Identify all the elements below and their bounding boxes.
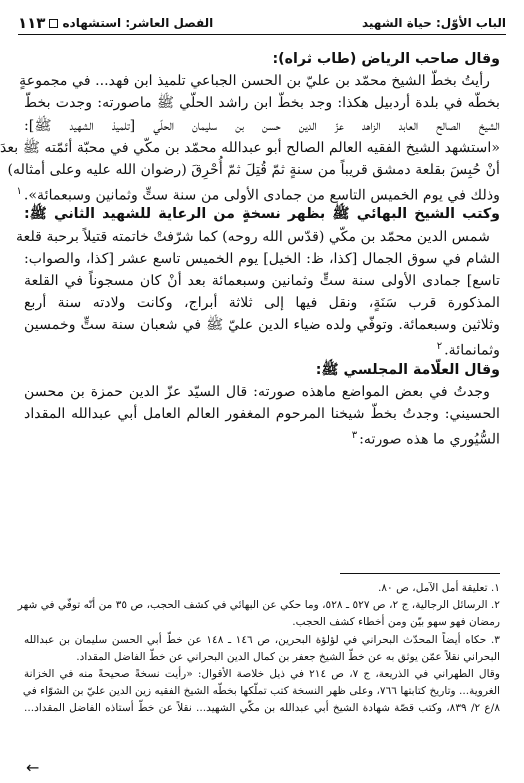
text-line: رأيتُ بخطّ الشيخ محمّد بن عليّ بن الحسن الجباعي تلميذ ابن فهد... في مجموعةٍ (19, 73, 490, 90)
paragraph-heading: وكتب الشيخ البهائي ﷺ بظهر نسخةٍ من الرعاية للشهيد الثاني ﷺ: (24, 206, 500, 223)
footnote-line: وقال الطهراني في الذريعة، ج ٧، ص ٢١٤ في ذيل خلاصة الأقوال: «رأيت نسخةً صحيحةً منه في الخزانة (24, 667, 500, 680)
continue-arrow-icon: ← (26, 758, 40, 777)
text-line: وثلاثين وسبعمائة. وتوفّي ولده ضياء الدين عليّ ﷺ في شعبان سنة ستٍّ وخمسين (24, 317, 500, 334)
footnote-ref: ١ (16, 186, 22, 198)
page-number: ١١٣ (18, 14, 46, 32)
text-line (24, 336, 500, 358)
text-line: أنْ حُبِسَ بقلعة دمشق قريباً من سنةٍ ثمّ قُتِلَ ثمّ أُحْرِقَ (رضوان الله عليه وعلى أمثاله) (7, 161, 500, 178)
footnote-line: ٢. الرسائل الرجالية، ج ٢، ص ٥٢٧ ـ ٥٢٨، وما حكي عن البهائي في كشف الحجب، ص ٣٥ من أنّه توفّي في شهر (17, 599, 500, 612)
footnotes (17, 580, 501, 718)
footnote-line: ٨/ع ٢/ ٨٣٩، وكتب قصّة شهادة الشيخ أبي عبدالله بن مكّي الشهيد... نقلاً عن خطّ أستاذه الفاضل المقداد... (24, 702, 501, 715)
footnote-line: ١. تعليقة أمل الآمل، ص ٨٠. (377, 582, 500, 594)
section-title: الفصل العاشر: استشهاده (62, 16, 214, 30)
footnote-line: الغروية... وتاريخ كتابتها ٧٦٦، وعلى ظهر النسخة كتب تملّكها بخطّه الشيخ الفقيه زين الدين عليّ بن الشوّاء في (22, 685, 500, 698)
text-line: المذكورة قرب سَنَةٍ، ونقل فيها إلى ثلاثة أبراج، وكانت ولادته سنة أربع (24, 295, 500, 312)
text-line: الشام في سوق الجمال [كذا، ظ: الخيل] يوم الخميس تاسع عشر [كذا، والصواب: (24, 250, 500, 267)
text-line: «استشهد الشيخ الفقيه العالم الصالح أبو عبدالله محمّد بن مكّي في محبّة أئمّته ﷺ بعدَ (0, 139, 500, 156)
running-header (18, 14, 506, 32)
header-rule (18, 34, 506, 35)
footnote-ref: ٣ (351, 430, 358, 442)
section-and-page (18, 14, 213, 32)
footnote-line: البحراني نقلاً عمّن يوثق به عن خطّ الشيخ جعفر بن كمال الدين البحراني عن خطّ الفاضل المقداد. (76, 650, 500, 663)
footnote-ref: ٢ (436, 341, 443, 353)
text-line: شمس الدين محمّد بن مكّي (قدّس الله روحه) كما شرّفتْ خاتمته قتيلاً برحبة قلعة (16, 228, 490, 245)
text-line: الحسيني: وجدتُ بخطّ شيخنا المرحوم المغفور العالم العامل أبي عبدالله المقداد (24, 406, 500, 422)
text-line (24, 425, 500, 447)
footnote-line: ٣. حكاه أيضاً المحدّث البحراني في لؤلؤة البحرين، ص ١٤٦ ـ ١٤٨ عن خطّ أبي الحسن سليمان بن عبدالله (24, 633, 500, 646)
text-line: تاسع] جمادى الأولى سنة ستٍّ وثمانين وسبعمائة بعد أنْ كان مسجوناً في القلعة (24, 272, 500, 289)
text-line (16, 181, 500, 204)
main-text (0, 48, 500, 448)
text-fragment: وذلك في يوم الخميس التاسع من جمادى الأولى من سنة ستٍّ وثمانين وسبعمائة». (23, 187, 500, 204)
text-line: بخطّه في بلدة أردبيل هكذا: وجد بخطّ ابن راشد الحلّي ﷺ ماصورته: وجدت بخطّ (24, 95, 500, 112)
paragraph-heading: وقال العلّامة المجلسي ﷺ: (315, 361, 500, 378)
footnote-separator (340, 573, 500, 574)
text-fragment: وثمانمائة. (444, 343, 500, 360)
text-line: الشيخ الصالح العابد الزاهد عزّ الدين حسن بن سليمان الحلّي [تلميذ الشهيد ﷺ]: (24, 117, 500, 134)
footnote-line: رمضان فهو سهو بيّن ومن أخطاء كشف الحجب. (292, 616, 500, 629)
chapter-title: الباب الأوّل: حياة الشهيد (361, 16, 506, 30)
square-separator-icon (49, 19, 58, 28)
text-line: وجدتُ في بعض المواضع ماهذه صورته: قال السيّد عزّ الدين حمزة بن محسن (24, 383, 490, 400)
paragraph-heading: وقال صاحب الرياض (طاب ثراه): (272, 51, 500, 67)
text-fragment: السُّيُوري ما هذه صورته: (359, 431, 500, 448)
